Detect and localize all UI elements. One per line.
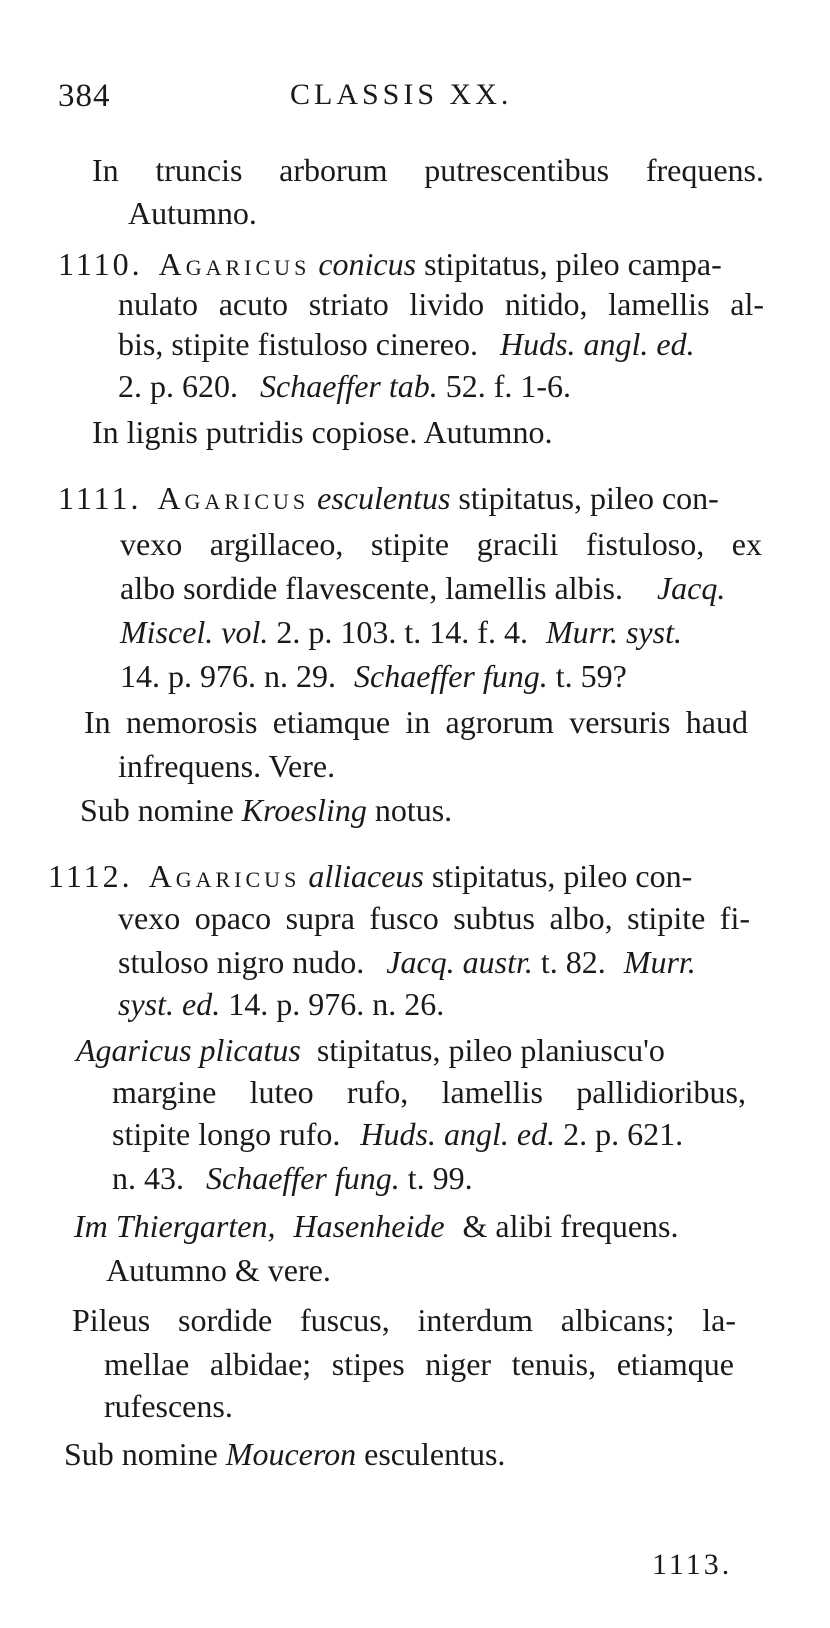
vernacular-note: Sub nomine Kroesling notus. xyxy=(80,792,453,828)
text-line: rufescens. xyxy=(104,1388,233,1424)
vernacular-name: Kroesling xyxy=(241,792,367,828)
text-line: Autumno. xyxy=(128,195,257,231)
text-line: mellae albidae; stipes niger tenuis, etiamque xyxy=(104,1346,734,1382)
catchword: 1113. xyxy=(652,1548,733,1581)
genus-name: Agaricus xyxy=(158,246,311,282)
text-line: n. 43. Schaeffer fung. t. 99. xyxy=(112,1160,473,1196)
running-head: CLASSIS XX. xyxy=(290,78,513,111)
text-line: albo sordide flavescente, lamellis albis. Jacq. xyxy=(120,570,726,606)
page-number: 384 xyxy=(58,78,111,114)
entry-heading-1110 xyxy=(58,244,722,284)
text-line: nulato acuto striato livido nitido, lamellis al- xyxy=(118,286,764,322)
citation: Huds. angl. ed. xyxy=(499,326,695,362)
text-line: 2. p. 620. Schaeffer tab. 52. f. 1-6. xyxy=(118,368,572,404)
habitat-note: In lignis putridis copiose. Autumno. xyxy=(92,414,553,450)
citation: Schaeffer fung. xyxy=(206,1160,400,1196)
entry-heading-1112 xyxy=(48,856,692,896)
text-line: bis, stipite fistuloso cinereo. Huds. angl. ed. xyxy=(118,326,695,362)
vernacular-note: Sub nomine Mouceron esculentus. xyxy=(64,1436,506,1472)
description-text: stipitatus, pileo con- xyxy=(431,858,693,894)
synonym-name: Agaricus plicatus xyxy=(76,1032,301,1068)
habitat-note: In nemorosis etiamque in agrorum versuris haud xyxy=(84,704,748,740)
text-line: Autumno & vere. xyxy=(106,1252,331,1288)
text-line: Miscel. vol. 2. p. 103. t. 14. f. 4. Murr. syst. xyxy=(120,614,682,650)
text-line: stipite longo rufo. Huds. angl. ed. 2. p. 621. xyxy=(112,1116,684,1152)
text-line: In truncis arborum putrescentibus frequens. xyxy=(92,152,764,188)
species-epithet: alliaceus xyxy=(308,858,424,894)
citation: Schaeffer fung. xyxy=(354,658,548,694)
description-text: stipitatus, pileo campa- xyxy=(424,246,722,282)
place-name: Im Thiergarten, xyxy=(74,1208,276,1244)
citation: syst. ed. xyxy=(118,986,221,1022)
citation: Murr. xyxy=(623,944,696,980)
text-line: infrequens. Vere. xyxy=(118,748,336,784)
description-note: Pileus sordide fuscus, interdum albicans; la- xyxy=(72,1302,736,1338)
text-line: vexo opaco supra fusco subtus albo, stipite fi- xyxy=(118,900,750,936)
vernacular-name: Mouceron xyxy=(225,1436,357,1472)
species-epithet: esculentus xyxy=(317,480,451,516)
habitat-note: Im Thiergarten, Hasenheide & alibi frequens. xyxy=(74,1208,679,1244)
citation: Jacq. xyxy=(656,570,726,606)
text-line: stuloso nigro nudo. Jacq. austr. t. 82. Murr. xyxy=(118,944,696,980)
place-name: Hasenheide xyxy=(293,1208,445,1244)
page-header xyxy=(0,78,830,126)
citation: Schaeffer tab. xyxy=(260,368,438,404)
entry-number: 1112. xyxy=(48,858,133,894)
text-line: vexo argillaceo, stipite gracili fistuloso, ex xyxy=(120,526,762,562)
citation: Jacq. austr. xyxy=(386,944,533,980)
citation: Murr. syst. xyxy=(545,614,682,650)
genus-name: Agaricus xyxy=(157,480,310,516)
text-line: margine luteo rufo, lamellis pallidioribus, xyxy=(112,1074,746,1110)
citation: Miscel. vol. xyxy=(120,614,269,650)
genus-name: Agaricus xyxy=(148,858,301,894)
entry-number: 1111. xyxy=(58,480,142,516)
text-line: 14. p. 976. n. 29. Schaeffer fung. t. 59? xyxy=(120,658,627,694)
citation: Huds. angl. ed. xyxy=(360,1116,556,1152)
description-text: stipitatus, pileo con- xyxy=(458,480,719,516)
text-line: syst. ed. 14. p. 976. n. 26. xyxy=(118,986,445,1022)
synonym-line: Agaricus plicatus stipitatus, pileo planiuscu'o xyxy=(76,1032,665,1068)
entry-number: 1110. xyxy=(58,246,143,282)
species-epithet: conicus xyxy=(318,246,417,282)
entry-heading-1111 xyxy=(58,478,719,518)
